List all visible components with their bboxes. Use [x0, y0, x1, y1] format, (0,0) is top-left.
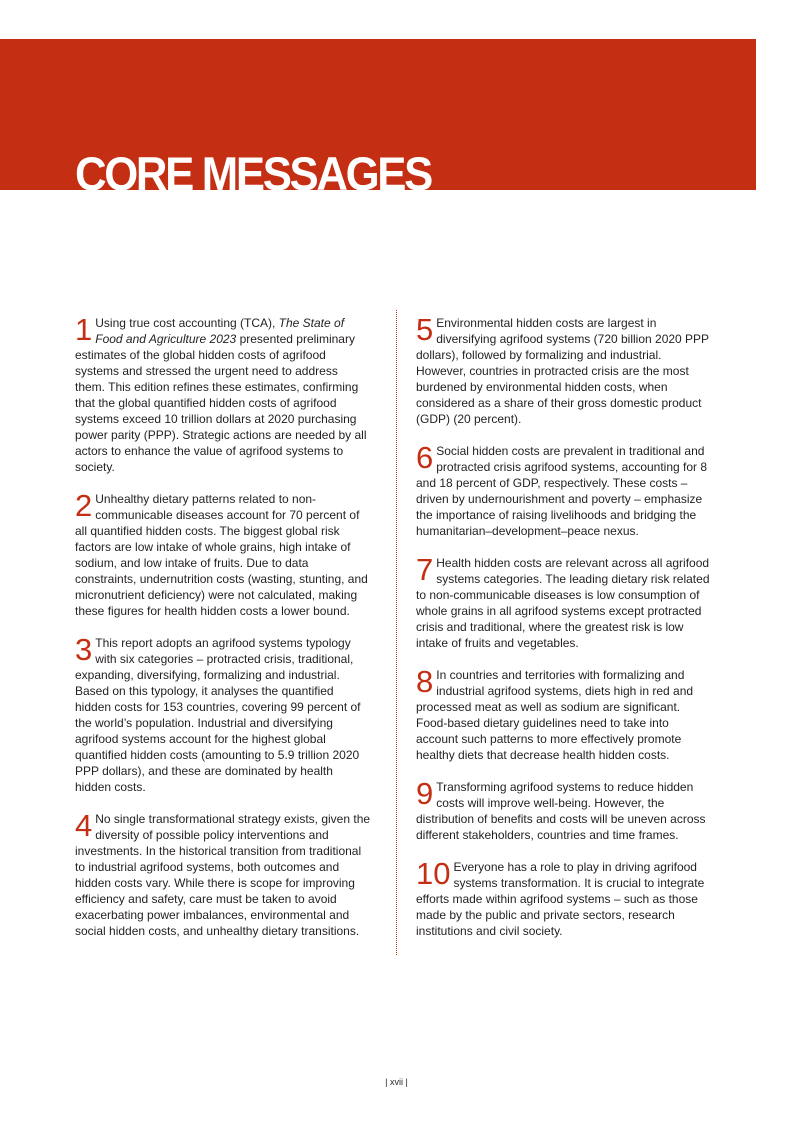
message-number: 9: [416, 776, 434, 811]
message-number: 4: [75, 808, 93, 843]
column-divider: [396, 310, 397, 955]
page-number: | xvii |: [385, 1077, 408, 1087]
message-9: [416, 776, 712, 843]
message-text: Everyone has a role to play in driving agrifood systems transformation. It is crucial to integrate efforts made within agrifood systems – such as those made by the public and private sectors, research institutions and civil society.: [416, 860, 705, 938]
message-8: [416, 664, 712, 763]
message-number: 3: [75, 632, 93, 667]
message-text: In countries and territories with formalizing and industrial agrifood systems, diets high in red and processed meat as well as sodium are significant. Food-based dietary guidelines need to take into account such patterns to more effectively promote healthy diets that decrease health hidden costs.: [416, 668, 694, 762]
right-column: [416, 312, 712, 939]
left-column: [75, 312, 371, 939]
message-3: [75, 632, 371, 795]
publication-title: The State of Food and Agriculture 2023: [95, 316, 345, 346]
message-text: No single transformational strategy exists, given the diversity of possible policy interventions and investments. In the historical transition from traditional to industrial agrifood systems, both outcomes and hidden costs vary. While there is scope for improving efficiency and safety, care must be taken to avoid exacerbating power imbalances, environmental and social hidden costs, and unhealthy dietary transitions.: [75, 812, 371, 938]
message-5: [416, 312, 712, 427]
message-text: Transforming agrifood systems to reduce hidden costs will improve well-being. However, the distribution of benefits and costs will be uneven across different stakeholders, countries and time frames.: [416, 780, 706, 842]
page-title: CORE MESSAGES: [75, 147, 431, 190]
header-banner: [0, 39, 756, 190]
message-number: 2: [75, 488, 93, 523]
message-text: Social hidden costs are prevalent in traditional and protracted crisis agrifood systems, accounting for 8 and 18 percent of GDP, respectively. These costs – driven by undernourishment and poverty – emphasize the importance of raising livelihoods and bridging the humanitarian–development–peace nexus.: [416, 444, 708, 538]
message-text: presented preliminary estimates of the global hidden costs of agrifood systems and stressed the urgent need to address them. This edition refines these estimates, confirming that the global quantified hidden costs of agrifood systems exceed 10 trillion dollars at 2020 purchasing power parity (PPP). Strategic actions are needed by all actors to enhance the value of agrifood systems to society.: [75, 332, 367, 474]
message-6: [416, 440, 712, 539]
message-text: This report adopts an agrifood systems typology with six categories – protracted crisis, traditional, expanding, diversifying, formalizing and industrial. Based on this typology, it analyses the quantified hidden costs for 153 countries, covering 99 percent of the world’s population. Industrial and diversifying agrifood systems account for the highest global quantified hidden costs (amounting to 5.9 trillion 2020 PPP dollars), and these are dominated by health hidden costs.: [75, 636, 361, 794]
message-4: [75, 808, 371, 939]
message-10: [416, 856, 712, 939]
message-number: 5: [416, 312, 434, 347]
message-number: 10: [416, 856, 451, 891]
message-number: 8: [416, 664, 434, 699]
message-2: [75, 488, 371, 619]
message-1: [75, 312, 371, 475]
message-7: [416, 552, 712, 651]
message-text: Unhealthy dietary patterns related to non-communicable diseases account for 70 percent of all quantified hidden costs. The biggest global risk factors are low intake of whole grains, high intake of sodium, and low intake of fruits. Due to data constraints, undernutrition costs (wasting, stunting, and micronutrient deficiency) were not calculated, making these figures for health hidden costs a lower bound.: [75, 492, 368, 618]
message-number: 7: [416, 552, 434, 587]
message-number: 6: [416, 440, 434, 475]
message-lead: Using true cost accounting (TCA),: [95, 316, 279, 330]
message-text: Health hidden costs are relevant across all agrifood systems categories. The leading dietary risk related to non-communicable diseases is low consumption of whole grains in all agrifood systems except protracted crisis and traditional, where the greatest risk is low intake of fruits and vegetables.: [416, 556, 710, 650]
message-number: 1: [75, 312, 93, 347]
message-text: Environmental hidden costs are largest in diversifying agrifood systems (720 billion 2020 PPP dollars), followed by formalizing and industrial. However, countries in protracted crisis are the most burdened by environmental hidden costs, when considered as a share of their gross domestic product (GDP) (20 percent).: [416, 316, 709, 426]
